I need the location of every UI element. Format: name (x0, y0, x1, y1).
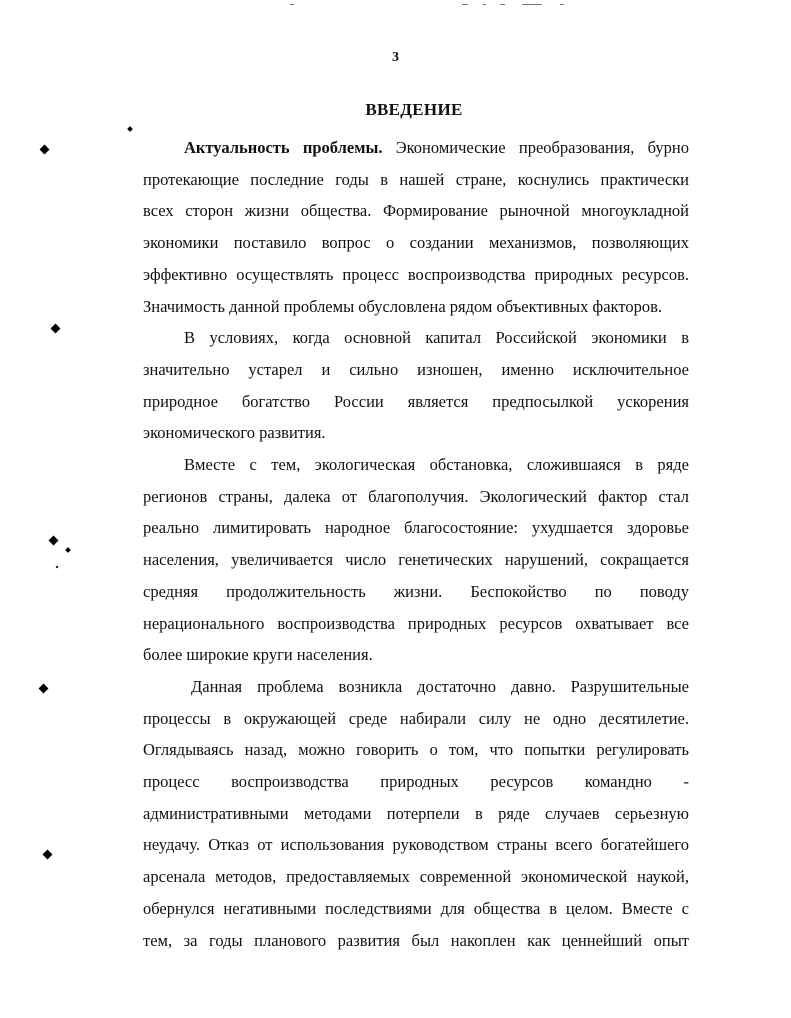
text-line: обернулся негативными последствиями для общества в целом. Вместе с (143, 898, 689, 918)
margin-mark (40, 145, 50, 155)
text-line: природное богатство России является предпосылкой ускорения (143, 391, 689, 411)
text-line: Значимость данной проблемы обусловлена рядом объективных факторов. (143, 296, 662, 316)
section-heading: ВВЕДЕНИЕ (365, 100, 463, 119)
scan-artifact-line (500, 4, 505, 5)
text-line: экономического развития. (143, 423, 326, 443)
text-line: всех сторон жизни общества. Формирование рыночной многоукладной (143, 201, 689, 221)
paragraph-ecology (143, 449, 689, 671)
text-line: процессы в окружающей среде набирали силу не одно десятилетие. (143, 708, 689, 728)
margin-mark (51, 324, 61, 334)
scan-artifact-line (522, 4, 542, 5)
text-line: тем, за годы планового развития был накоплен как ценнейший опыт (143, 930, 689, 950)
text-line: неудачу. Отказ от использования руководством страны всего богатейшего (143, 835, 689, 855)
text-line: Данная проблема возникла достаточно давно. Разрушительные (191, 676, 689, 696)
text-line: В условиях, когда основной капитал Российской экономики в (184, 328, 689, 348)
margin-mark (56, 566, 59, 569)
margin-mark (43, 850, 53, 860)
text-line: протекающие последние годы в нашей стране, коснулись практически (143, 169, 689, 189)
scan-artifact-line (560, 4, 564, 5)
text-line: Оглядываясь назад, можно говорить о том, что попытки регулировать (143, 740, 689, 760)
text-line: нерационального воспроизводства природных ресурсов охватывает все (143, 613, 689, 633)
text-line: эффективно осуществлять процесс воспроизводства природных ресурсов. (143, 264, 689, 284)
paragraph-capital (143, 322, 689, 449)
margin-mark (49, 536, 59, 546)
scan-artifact-line (462, 4, 468, 5)
paragraph-relevance (143, 132, 689, 322)
text-line: регионов страны, далека от благополучия. Экологический фактор стал (143, 486, 689, 506)
body-text (143, 132, 689, 956)
text-line: населения, увеличивается число генетических нарушений, сокращается (143, 550, 689, 570)
text-line: арсенала методов, предоставляемых современной экономической наукой, (143, 867, 689, 887)
margin-mark (65, 547, 71, 553)
text-line: процесс воспроизводства природных ресурсов командно - (143, 772, 689, 792)
text-line: более широкие круги населения. (143, 645, 373, 665)
text-line: экономики поставило вопрос о создании механизмов, позволяющих (143, 233, 689, 253)
paragraph-history (143, 671, 689, 956)
paragraph-lead: Актуальность проблемы. (184, 138, 383, 157)
scan-artifact-line (290, 4, 294, 5)
text-line: Вместе с тем, экологическая обстановка, сложившаяся в ряде (184, 455, 689, 475)
scan-artifact-line (483, 4, 486, 5)
text-line: административными методами потерпели в ряде случаев серьезную (143, 803, 689, 823)
margin-mark (39, 684, 49, 694)
text-line: реально лимитировать народное благосостояние: ухудшается здоровье (143, 518, 689, 538)
text-line: значительно устарел и сильно изношен, именно исключительное (143, 359, 689, 379)
margin-mark (127, 126, 133, 132)
page-number: 3 (392, 50, 399, 65)
text-line: Актуальность проблемы. Экономические преобразования, бурно (184, 138, 690, 157)
text-line: средняя продолжительность жизни. Беспокойство по поводу (143, 581, 689, 601)
